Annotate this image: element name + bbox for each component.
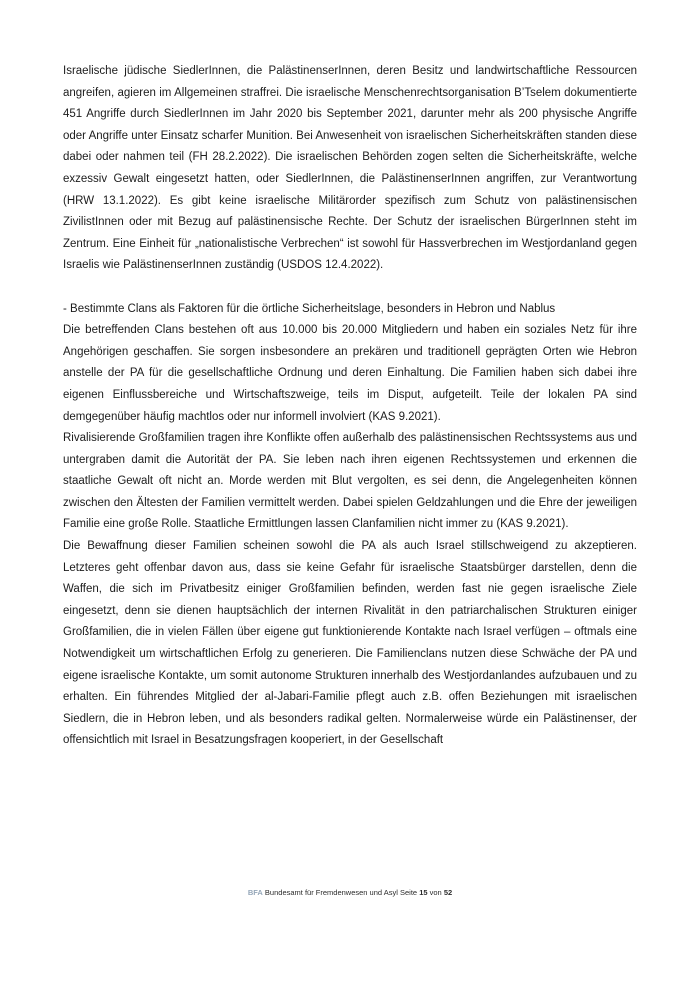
body-paragraph-rival-families: Rivalisierende Großfamilien tragen ihre Konflikte offen außerhalb des palästinensischen Rechtssystems aus und untergraben damit die Autorität der PA. Sie leben nach ihren eigenen Rechtssystemen und erkennen die staatliche Gewalt oft nicht an. Morde werden mit Blut vergolten, es sei denn, die Angelegenheiten können zwischen den Ältesten der Familien vermittelt werden. Dabei spielen Geldzahlungen und die Ehre der jeweiligen Familie eine große Rolle. Staatliche Ermittlungen lassen Clanfamilien nicht immer zu (KAS 9.2021). (63, 432, 637, 531)
footer-of-label: von (429, 888, 442, 897)
body-paragraph-settler-violence: Israelische jüdische SiedlerInnen, die PalästinenserInnen, deren Besitz und landwirtschaftliche Ressourcen angreifen, agieren im Allgemeinen straffrei. Die israelische Menschenrechtsorganisation B’Tselem dokumentierte 451 Angriffe durch SiedlerInnen im Jahr 2020 bis September 2021, darunter mehr als 200 physische Angriffe oder Angriffe unter Einsatz scharfer Munition. Bei Anwesenheit von israelischen Sicherheitskräften standen diese dabei oder nahmen teil (FH 28.2.2022). Die israelischen Behörden zogen selten die Sicherheitskräfte, welche exzessiv Gewalt eingesetzt hatten, oder SiedlerInnen, die PalästinenserInnen angriffen, zur Verantwortung (HRW 13.1.2022). Es gibt keine israelische Militärorder spezifisch zum Schutz von palästinensischen ZivilistInnen oder mit Bezug auf palästinensische Rechte. Der Schutz der israelischen BürgerInnen steht im Zentrum. Eine Einheit für „nationalistische Verbrechen“ ist sowohl für Hassverbrechen im Westjordanland gegen Israelis wie PalästinenserInnen zuständig (USDOS 12.4.2022). (63, 65, 637, 272)
document-body (63, 61, 637, 752)
page-footer (0, 887, 700, 899)
bfa-logo-text: BFA (247, 888, 263, 897)
footer-office-text: Bundesamt für Fremdenwesen und Asyl Seite (264, 888, 418, 897)
section-heading-clans: - Bestimmte Clans als Faktoren für die örtliche Sicherheitslage, besonders in Hebron und Nablus (63, 302, 556, 315)
body-paragraph-clan-structure: Die betreffenden Clans bestehen oft aus 10.000 bis 20.000 Mitgliedern und haben ein soziales Netz für ihre Angehörigen geschaffen. Sie sorgen insbesondere an prekären und traditionell geprägten Orten wie Hebron anstelle der PA für die gesellschaftliche Ordnung und deren Einhaltung. Die Familien haben sich dabei ihre eigenen Einflussbereiche und Wirtschaftszweige, teils im Disput, aufgeteilt. Teile der lokalen PA sind demgegenüber häufig machtlos oder nur informell involviert (KAS 9.2021). (63, 324, 637, 423)
footer-total-pages: 52 (443, 888, 453, 897)
body-paragraph-family-armament: Die Bewaffnung dieser Familien scheinen sowohl die PA als auch Israel stillschweigend zu akzeptieren. Letzteres geht offenbar davon aus, dass sie keine Gefahr für israelische Staatsbürger darstellen, denn die Waffen, die sich im Privatbesitz einiger Großfamilien befinden, werden fast nie gegen israelische Ziele eingesetzt, denn sie dienen hauptsächlich der internen Rivalität in den patriarchalischen Strukturen einiger Großfamilien, die in vielen Fällen über eigene gut funktionierende Kontakte nach Israel verfügen – oftmals eine Notwendigkeit um wirtschaftlichen Erfolg zu generieren. Die Familienclans nutzen diese Schwäche der PA und eigene israelische Kontakte, um somit autonome Strukturen innerhalb des Westjordanlandes aufzubauen und zu erhalten. Ein führendes Mitglied der al-Jabari-Familie pflegt auch z.B. offen Beziehungen mit israelischen Siedlern, die in Hebron leben, und als besonders radikal gelten. Normalerweise würde ein Palästinenser, der offensichtlich mit Israel in Besatzungsfragen kooperiert, in der Gesellschaft (63, 540, 637, 747)
footer-page-number: 15 (419, 888, 428, 897)
